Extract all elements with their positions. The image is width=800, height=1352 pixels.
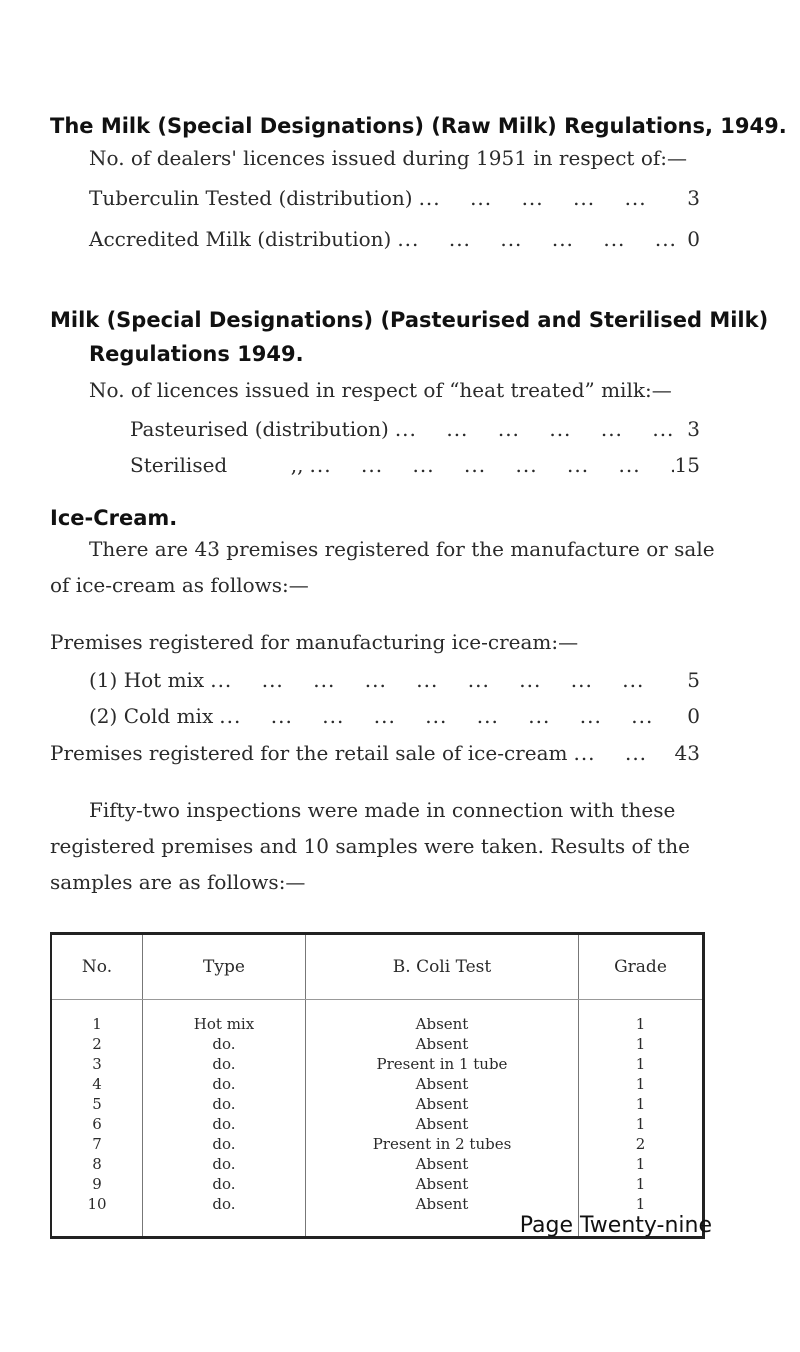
cold-mix-label: (2) Cold mix bbox=[89, 704, 214, 728]
cell-type: do. bbox=[143, 1034, 306, 1054]
ice-cream-heading: Ice-Cream. bbox=[50, 506, 178, 530]
cell-type: do. bbox=[143, 1134, 306, 1154]
cell-grade: 1 bbox=[635, 1075, 646, 1093]
leader-dots bbox=[389, 417, 674, 441]
pasteurised-value: 3 bbox=[687, 417, 700, 441]
heat-treated-intro: No. of licences issued in respect of “heat treated” milk:— bbox=[89, 378, 672, 402]
accredited-milk-row bbox=[89, 227, 700, 251]
tuberculin-tested-value: 3 bbox=[687, 186, 700, 210]
pasteurised-regulations-heading-line2: Regulations 1949. bbox=[89, 342, 304, 366]
cell-grade: 1 bbox=[635, 1035, 646, 1053]
cell-type: Hot mix bbox=[143, 1000, 306, 1035]
cell-grade: 1 bbox=[635, 1055, 646, 1073]
pasteurised-regulations-heading: Milk (Special Designations) (Pasteurised and Sterilised Milk) bbox=[50, 308, 769, 332]
cell-grade: 2 bbox=[635, 1135, 646, 1153]
cell-no: 9 bbox=[51, 1174, 143, 1194]
accredited-milk-label: Accredited Milk (distribution) bbox=[89, 227, 392, 251]
table-row bbox=[51, 1154, 704, 1174]
column-header-grade: Grade bbox=[579, 934, 704, 1000]
sterilised-value: 15 bbox=[674, 453, 700, 477]
cell-no: 8 bbox=[51, 1154, 143, 1174]
inspections-para-line2: registered premises and 10 samples were taken. Results of the bbox=[50, 834, 691, 858]
cold-mix-row bbox=[89, 704, 700, 728]
tuberculin-tested-label: Tuberculin Tested (distribution) bbox=[89, 186, 413, 210]
cell-b-coli-test: Absent bbox=[306, 1174, 579, 1194]
cell-grade: 1 bbox=[635, 1155, 646, 1173]
cell-b-coli-test: Absent bbox=[306, 1114, 579, 1134]
cell-b-coli-test: Present in 1 tube bbox=[306, 1054, 579, 1074]
pasteurised-row bbox=[130, 417, 700, 441]
cell-type: do. bbox=[143, 1194, 306, 1238]
table-header-row bbox=[51, 934, 704, 1000]
column-header-no: No. bbox=[51, 934, 143, 1000]
pasteurised-label: Pasteurised (distribution) bbox=[130, 417, 389, 441]
leader-dots bbox=[304, 453, 674, 477]
table-row bbox=[51, 1074, 704, 1094]
cell-b-coli-test: Absent bbox=[306, 1000, 579, 1035]
raw-milk-intro: No. of dealers' licences issued during 1951 in respect of:— bbox=[89, 146, 687, 170]
cell-no: 5 bbox=[51, 1094, 143, 1114]
table-row bbox=[51, 1034, 704, 1054]
accredited-milk-value: 0 bbox=[687, 227, 700, 251]
cell-b-coli-test: Present in 2 tubes bbox=[306, 1134, 579, 1154]
leader-dots bbox=[567, 741, 674, 765]
cell-b-coli-test: Absent bbox=[306, 1154, 579, 1174]
cell-grade: 1 bbox=[635, 1175, 646, 1193]
cell-b-coli-test: Absent bbox=[306, 1194, 579, 1238]
cell-type: do. bbox=[143, 1174, 306, 1194]
cell-no: 7 bbox=[51, 1134, 143, 1154]
inspections-para-line1: Fifty-two inspections were made in connection with these bbox=[89, 798, 676, 822]
cell-no: 2 bbox=[51, 1034, 143, 1054]
table-row bbox=[51, 1134, 704, 1154]
manufacturing-intro: Premises registered for manufacturing ice-cream:— bbox=[50, 630, 579, 654]
cell-grade: 1 bbox=[635, 1195, 646, 1213]
cell-b-coli-test: Absent bbox=[306, 1074, 579, 1094]
raw-milk-regulations-heading: The Milk (Special Designations) (Raw Milk) Regulations, 1949. bbox=[50, 114, 787, 138]
table-row bbox=[51, 1054, 704, 1074]
leader-dots bbox=[413, 186, 674, 210]
column-header-b-coli-test: B. Coli Test bbox=[306, 934, 579, 1000]
retail-premises-value: 43 bbox=[674, 741, 700, 765]
sterilised-label: Sterilised ,, bbox=[130, 453, 304, 477]
page-number: Page Twenty-nine bbox=[519, 1213, 712, 1238]
ice-cream-para1-line1: There are 43 premises registered for the manufacture or sale bbox=[89, 537, 715, 561]
table-row bbox=[51, 1114, 704, 1134]
cell-grade: 1 bbox=[635, 1095, 646, 1113]
table-row bbox=[51, 1094, 704, 1114]
cell-no: 6 bbox=[51, 1114, 143, 1134]
cell-no: 4 bbox=[51, 1074, 143, 1094]
cell-b-coli-test: Absent bbox=[306, 1034, 579, 1054]
hot-mix-row bbox=[89, 668, 700, 692]
cell-grade: 1 bbox=[635, 1115, 646, 1133]
cell-type: do. bbox=[143, 1074, 306, 1094]
table-row bbox=[51, 1000, 704, 1035]
leader-dots bbox=[213, 704, 674, 728]
ice-cream-para1-line2: of ice-cream as follows:— bbox=[50, 573, 309, 597]
cell-type: do. bbox=[143, 1054, 306, 1074]
retail-premises-row bbox=[50, 741, 700, 765]
tuberculin-tested-row bbox=[89, 186, 700, 210]
cell-type: do. bbox=[143, 1154, 306, 1174]
cell-type: do. bbox=[143, 1094, 306, 1114]
cell-b-coli-test: Absent bbox=[306, 1094, 579, 1114]
cell-type: do. bbox=[143, 1114, 306, 1134]
sterilised-row bbox=[130, 453, 700, 477]
column-header-type: Type bbox=[143, 934, 306, 1000]
cell-grade: 1 bbox=[635, 1015, 646, 1033]
table-row bbox=[51, 1174, 704, 1194]
hot-mix-value: 5 bbox=[687, 668, 700, 692]
leader-dots bbox=[391, 227, 674, 251]
cold-mix-value: 0 bbox=[687, 704, 700, 728]
inspections-para-line3: samples are as follows:— bbox=[50, 870, 306, 894]
retail-premises-label: Premises registered for the retail sale of ice-cream bbox=[50, 741, 568, 765]
cell-no: 10 bbox=[51, 1194, 143, 1238]
hot-mix-label: (1) Hot mix bbox=[89, 668, 205, 692]
ice-cream-samples-table bbox=[50, 932, 705, 1239]
cell-no: 1 bbox=[51, 1000, 143, 1035]
cell-no: 3 bbox=[51, 1054, 143, 1074]
leader-dots bbox=[204, 668, 674, 692]
